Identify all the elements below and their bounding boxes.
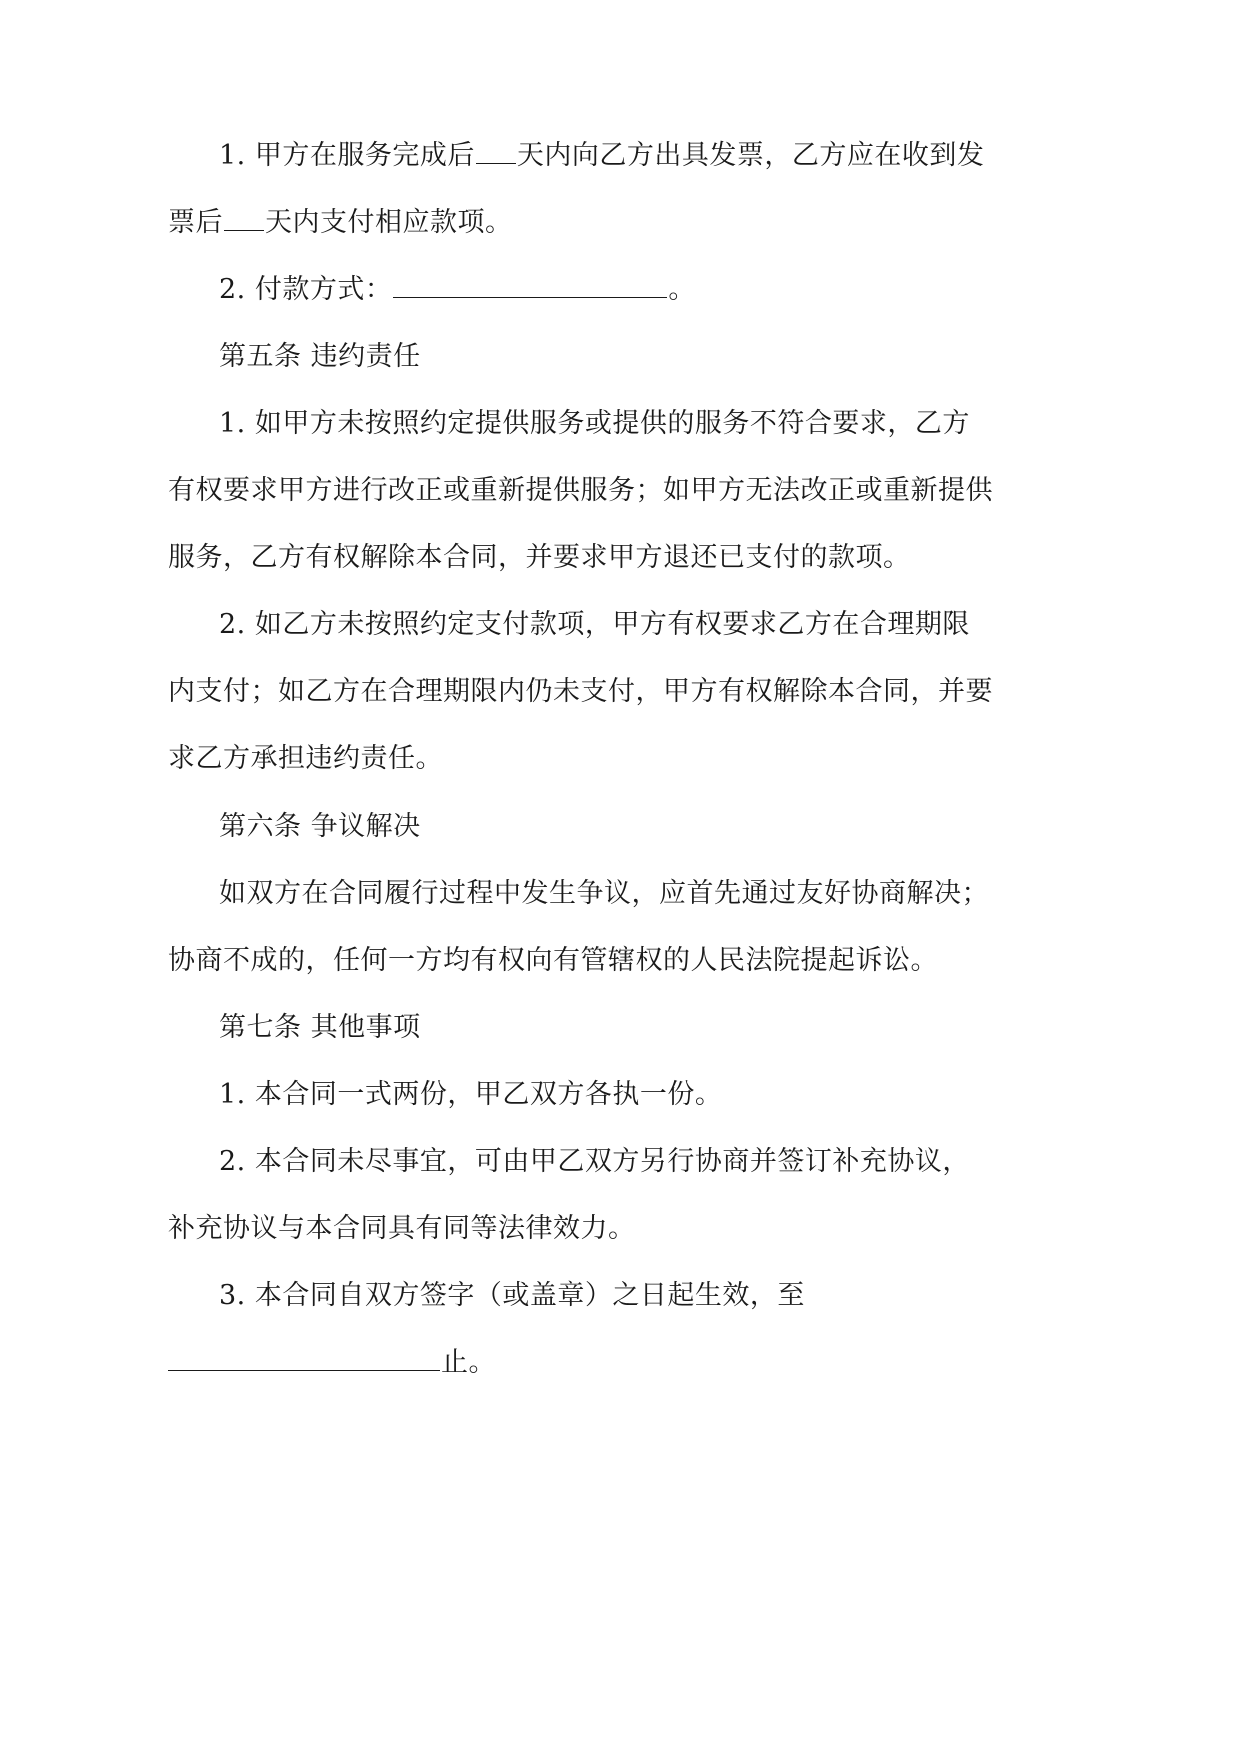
- payment-item-1-text-b: 天内向乙方出具发票，乙方应在收到发: [516, 140, 985, 171]
- article-6-body-line-1: 如双方在合同履行过程中发生争议，应首先通过友好协商解决；: [219, 878, 989, 909]
- days-blank-1: [476, 139, 516, 164]
- payment-item-1-text-a: 1. 甲方在服务完成后: [219, 140, 475, 171]
- effective-date-blank: [168, 1346, 440, 1371]
- article-5-item-1-line-2: 有权要求甲方进行改正或重新提供服务；如甲方无法改正或重新提供: [168, 475, 993, 506]
- payment-method-label: 2. 付款方式：: [219, 274, 393, 305]
- payment-item-1-line-2: [168, 205, 513, 241]
- article-5-item-2-line-3: 求乙方承担违约责任。: [168, 743, 443, 774]
- article-5-item-1-line-3: 服务，乙方有权解除本合同，并要求甲方退还已支付的款项。: [168, 542, 911, 573]
- article-7-heading: 第七条 其他事项: [219, 1012, 421, 1043]
- article-5-heading: 第五条 违约责任: [219, 341, 421, 372]
- article-7-item-3-line-2: [168, 1345, 496, 1381]
- article-7-item-2-line-1: 2. 本合同未尽事宜，可由甲乙双方另行协商并签订补充协议，: [219, 1146, 970, 1177]
- article-5-item-2-line-1: 2. 如乙方未按照约定支付款项，甲方有权要求乙方在合理期限: [219, 609, 970, 640]
- days-blank-2: [224, 206, 264, 231]
- article-7-item-3-line-1: 3. 本合同自双方签字（或盖章）之日起生效，至: [219, 1280, 805, 1311]
- article-6-heading: 第六条 争议解决: [219, 811, 421, 842]
- article-5-item-1-line-1: 1. 如甲方未按照约定提供服务或提供的服务不符合要求，乙方: [219, 408, 970, 439]
- payment-item-1-line-1: [219, 138, 984, 174]
- effective-date-end: 止。: [441, 1347, 496, 1378]
- payment-item-2: [219, 272, 696, 308]
- article-7-item-2-line-2: 补充协议与本合同具有同等法律效力。: [168, 1213, 636, 1244]
- payment-method-blank: [393, 273, 667, 298]
- payment-item-1-line-2-text-a: 票后: [168, 207, 223, 238]
- article-5-item-2-line-2: 内支付；如乙方在合理期限内仍未支付，甲方有权解除本合同，并要: [168, 676, 993, 707]
- payment-item-1-line-2-text-b: 天内支付相应款项。: [265, 207, 513, 238]
- payment-method-end: 。: [668, 274, 696, 305]
- article-7-item-1: 1. 本合同一式两份，甲乙双方各执一份。: [219, 1079, 723, 1110]
- article-6-body-line-2: 协商不成的，任何一方均有权向有管辖权的人民法院提起诉讼。: [168, 945, 938, 976]
